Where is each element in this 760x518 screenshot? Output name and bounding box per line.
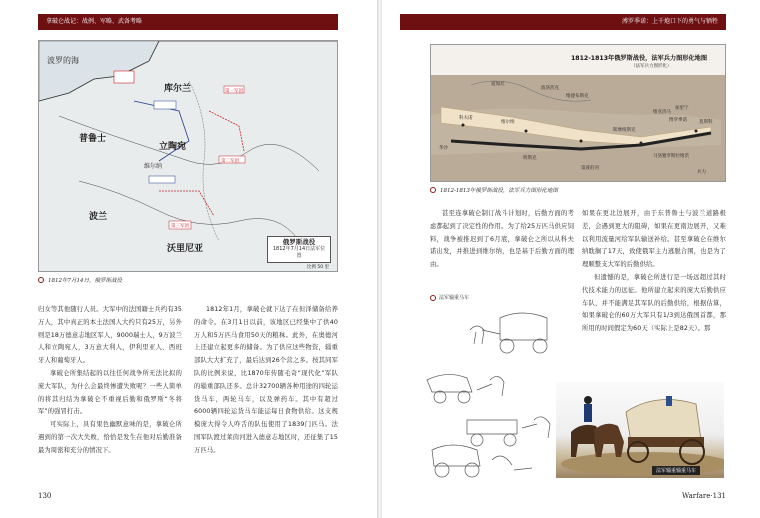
caption-bullet-icon xyxy=(38,277,44,283)
left-map-caption: 1812年7月14日，俄罗斯战役 xyxy=(38,276,122,284)
paragraph: 归女等其他随行人员。大军中的法国籍士兵约有35万人，其中真正的本土法国人大约只有25万，另外则是18万德意志地区军人，9000瑞士人，9万波兰人和立陶宛人，3万意大利人，伊利里亚人、西班牙人和葡萄牙人。 xyxy=(38,306,182,365)
map-red-label-1: 第一军团 xyxy=(225,89,243,94)
map-place-vilna: 维尔纳 xyxy=(144,163,163,170)
map-region-prussia: 普鲁士 xyxy=(79,134,107,144)
map2-place: 加里宁 xyxy=(675,106,689,111)
right-column-1 xyxy=(430,208,574,272)
map2-place: 莫斯科 xyxy=(699,120,713,125)
wagon-model-graphic xyxy=(556,382,724,478)
legend-title: 俄罗斯战役 xyxy=(282,238,316,246)
photo-caption: 法军辎重辎重马车 xyxy=(652,466,700,475)
map2-legend: 兵力 xyxy=(697,170,706,175)
map2-place: 博罗季诺 xyxy=(669,118,687,123)
sketch-caption: 法军辎重马车 xyxy=(430,294,469,301)
minard-style-map xyxy=(430,44,726,182)
paragraph: 拿破仑所集结起的以往任何战争所无法比拟的庞大军队，为什么会最终惨遭失败呢？一些人简单的将其归结为拿破仑不重视后勤和俄罗斯“冬将军”的强冒打击。 xyxy=(38,369,182,416)
left-column-2 xyxy=(194,304,338,458)
map2-place: 明斯克 xyxy=(523,156,537,161)
map2-place: 波洛茨克 xyxy=(541,86,559,91)
right-column-2 xyxy=(582,208,726,336)
wagon-sketches xyxy=(422,300,572,490)
paragraph: 但遗憾的是，拿破仑所进行是一场远超过其时代技术能力的远征。他所建立起来的庞大后勤供应车队，并不能满足其军队的后勤供给，根据估算，如果拿破仑的60万大军只有1/3到达俄国首都，那所用的时间假定为60天（实际上是82天）。那 xyxy=(582,273,726,333)
map2-place: 道加瓦 xyxy=(491,82,505,87)
wagon-model-photo xyxy=(556,382,724,478)
map2-subtitle: （法军兵力图形化） xyxy=(631,64,672,69)
paragraph: 可实际上，具有果色幽默意味的是，拿破仑所遇到的第一次大失败，恰恰是发生在他对后勤准备最为周密和充分的情况下。 xyxy=(38,421,182,454)
map2-place: 维捷布斯克 xyxy=(566,94,589,99)
map2-river: 第聂伯河 xyxy=(581,166,599,171)
map-region-poland: 波兰 xyxy=(89,212,108,222)
map-region-lithuania: 立陶宛 xyxy=(159,142,187,152)
paragraph: 如果在更北边展开，由于东普鲁士与波兰道路极差，会遇到更大的阻碍，如果在更南边展开，又难以利用流量河给军队输送补给。甚至拿破仑在维尔纳耽搁了17天，致使俄军主力逃脱合围，也是为了理顺整支大军的后勤供给。 xyxy=(582,210,726,269)
left-page xyxy=(0,0,378,518)
left-running-head: 拿破仑战记：战例、军略、武备考略 xyxy=(38,14,338,30)
map2-place: 斯摩棱斯克 xyxy=(613,128,636,133)
left-column-1 xyxy=(38,304,182,458)
map-sea-label: 波罗的海 xyxy=(47,56,79,65)
map2-title: 1812-1813年俄罗斯战役，法军兵力图形化地图 xyxy=(571,55,708,62)
map2-place: 维尔纳 xyxy=(501,120,515,125)
paragraph: 甚至连拿破仑制订战斗计划时，后勤方面的考虑都起到了决定性的作用。为了给25万匹马供应饲料，战争被推迟到了6月底，拿破仑之所以从科夫诺出发，并推进到维尔纳，也是基于后勤方面的理由。 xyxy=(430,210,574,269)
map-region-volhynia: 沃里尼亚 xyxy=(167,244,204,254)
map2-place: 马洛雅罗斯拉维茨 xyxy=(653,154,689,159)
map2-graphic xyxy=(431,45,726,182)
paragraph: 1812年1月，拿破仑就下达了在但泽储备给养的命令。在3月1日以前，该地区已经集中了供40万人和5万匹马食用50天的粮秣。此外，在奥德河上还建立起更多的储备。为了供应这些物资，辎重部队大大扩充了，最后达到26个营之多。按其同军队的比例来说，比1870年传随毛奇“现代化”军队的辎重部队还多。总计32700辆各种用途的四轮运货马车，两轮马车，以及弹药车。其中有超过6000辆四轮运货马车能运每日食物供给。这支规模庞大得令人咋舌的队伍使用了1839门匹马。法国军队渡过莱茵河进入德意志地区时，还征集了15万匹马。 xyxy=(194,306,338,454)
russian-campaign-map xyxy=(38,40,338,272)
map-red-label-3: 第三军团 xyxy=(171,224,189,229)
map-scale: 比例 50 里 xyxy=(306,265,329,270)
caption-bullet-icon xyxy=(430,187,436,193)
map2-place: 华沙 xyxy=(439,146,448,151)
map2-place: 维亚济马 xyxy=(653,110,671,115)
right-page-number: Warfare·131 xyxy=(682,492,726,500)
right-running-head: 溥罗季诺：上千炮口下的勇气与牺牲 xyxy=(400,14,726,30)
map-red-label-2: 第二军团 xyxy=(221,159,239,164)
wagon-sketch-drawing xyxy=(422,300,572,490)
right-page xyxy=(382,0,760,518)
map2-place: 科夫诺 xyxy=(459,116,473,121)
map-legend xyxy=(267,236,331,263)
map-region-courland: 库尔兰 xyxy=(164,84,192,94)
left-page-number: 130 xyxy=(38,492,52,500)
right-map-caption: 1812-1813年俄罗斯战役，法军兵力图形化地图 xyxy=(430,186,558,194)
legend-sub: 1812年7月14日法军位置 xyxy=(272,246,326,259)
